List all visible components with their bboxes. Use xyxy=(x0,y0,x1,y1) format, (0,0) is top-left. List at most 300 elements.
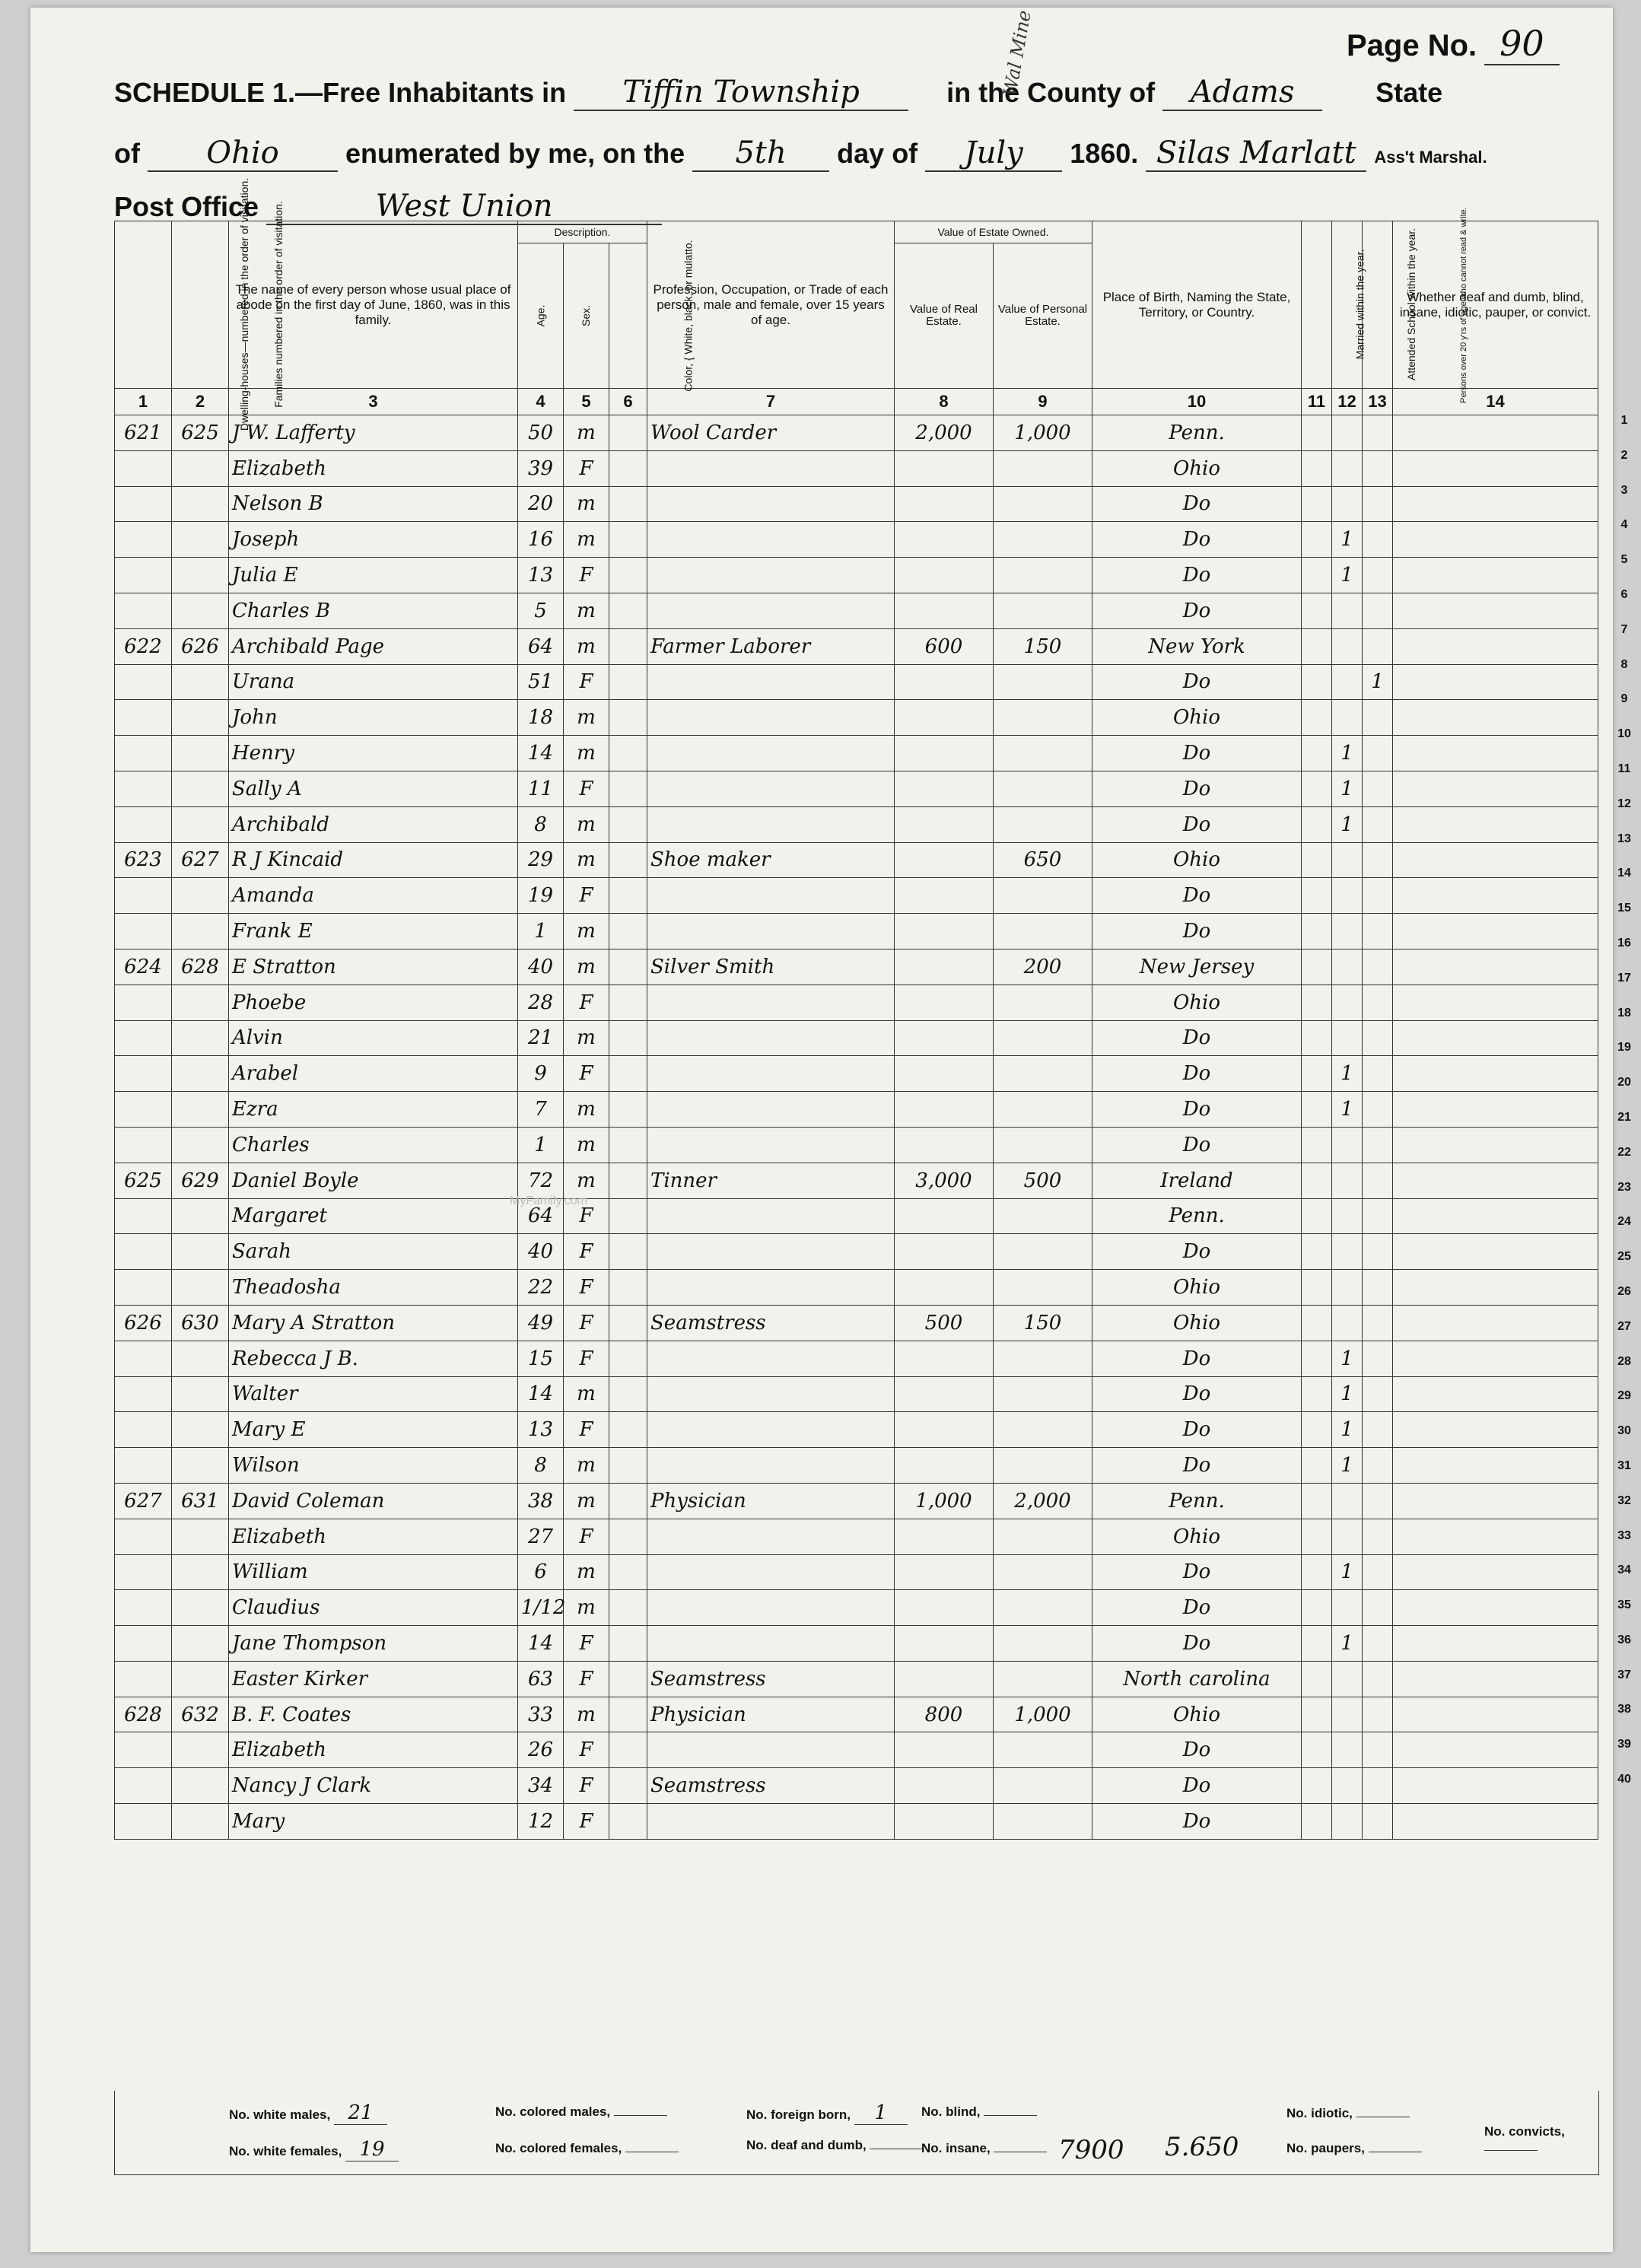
cell-mar xyxy=(1302,450,1332,486)
cell-illit xyxy=(1363,984,1393,1020)
cell-pers xyxy=(994,1519,1092,1554)
cell-fam xyxy=(172,1661,229,1697)
right-line-number: 26 xyxy=(1617,1284,1631,1298)
cell-name: Amanda xyxy=(229,878,518,914)
census-row xyxy=(115,1626,1598,1662)
cell-sch xyxy=(1332,1661,1363,1697)
cell-birth: Do xyxy=(1092,1376,1302,1412)
cell-name: William xyxy=(229,1554,518,1590)
cell-birth: Do xyxy=(1092,1341,1302,1376)
cell-real xyxy=(895,1732,994,1768)
cell-fam xyxy=(172,558,229,593)
cell-name: Rebecca J B. xyxy=(229,1341,518,1376)
cell-sch xyxy=(1332,1483,1363,1519)
cell-occ xyxy=(647,1341,895,1376)
cell-mar xyxy=(1302,1305,1332,1341)
cell-name: Mary xyxy=(229,1804,518,1840)
cell-color xyxy=(609,486,647,522)
cell-real xyxy=(895,558,994,593)
cell-mar xyxy=(1302,878,1332,914)
cell-cond xyxy=(1393,1661,1598,1697)
cell-sex: m xyxy=(564,949,609,984)
cell-occ: Silver Smith xyxy=(647,949,895,984)
cell-fam xyxy=(172,1590,229,1626)
cell-sch xyxy=(1332,664,1363,700)
margin-note: Wal Mine xyxy=(999,8,1035,98)
cell-illit xyxy=(1363,1804,1393,1840)
cell-age: 1/12 xyxy=(518,1590,564,1626)
total-white-males: No. white males, 21 xyxy=(229,2101,387,2125)
cell-fam: 626 xyxy=(172,628,229,664)
cell-occ xyxy=(647,1234,895,1270)
cell-illit xyxy=(1363,736,1393,771)
cell-birth: Do xyxy=(1092,664,1302,700)
census-row xyxy=(115,1661,1598,1697)
cell-real xyxy=(895,1554,994,1590)
cell-occ xyxy=(647,1270,895,1306)
cell-mar xyxy=(1302,1341,1332,1376)
cell-occ xyxy=(647,1519,895,1554)
cell-birth: Do xyxy=(1092,522,1302,558)
cell-cond xyxy=(1393,1270,1598,1306)
right-line-number: 10 xyxy=(1617,727,1631,741)
cell-real xyxy=(895,1056,994,1092)
cell-age: 14 xyxy=(518,1376,564,1412)
cell-cond xyxy=(1393,949,1598,984)
cell-illit xyxy=(1363,558,1393,593)
cell-dw xyxy=(115,1234,172,1270)
right-line-number: 16 xyxy=(1617,936,1631,950)
census-row xyxy=(115,628,1598,664)
cell-birth: Penn. xyxy=(1092,415,1302,451)
cell-birth: Do xyxy=(1092,1590,1302,1626)
cell-real xyxy=(895,1519,994,1554)
cell-cond xyxy=(1393,1020,1598,1056)
cell-cond xyxy=(1393,1804,1598,1840)
cell-color xyxy=(609,1163,647,1198)
col-header-condition: Whether deaf and dumb, blind, insane, idiotic, pauper, or convict. xyxy=(1393,221,1598,389)
cell-name: Joseph xyxy=(229,522,518,558)
cell-mar xyxy=(1302,1768,1332,1804)
cell-sch xyxy=(1332,1305,1363,1341)
cell-color xyxy=(609,1519,647,1554)
cell-name: Sarah xyxy=(229,1234,518,1270)
cell-pers: 500 xyxy=(994,1163,1092,1198)
col-header-occupation: Profession, Occupation, or Trade of each person, male and female, over 15 years of age. xyxy=(647,221,895,389)
col-header-description: Description. xyxy=(518,221,647,243)
cell-pers xyxy=(994,700,1092,736)
cell-name: Theadosha xyxy=(229,1270,518,1306)
cell-pers xyxy=(994,1127,1092,1163)
cell-color xyxy=(609,949,647,984)
cell-dw xyxy=(115,1020,172,1056)
cell-birth: Do xyxy=(1092,486,1302,522)
cell-age: 64 xyxy=(518,628,564,664)
cell-mar xyxy=(1302,415,1332,451)
cell-sex: m xyxy=(564,1590,609,1626)
right-line-number: 40 xyxy=(1617,1773,1631,1786)
cell-age: 63 xyxy=(518,1661,564,1697)
right-margin-numbers xyxy=(1609,403,1639,1797)
total-convicts: No. convicts, xyxy=(1484,2124,1598,2155)
total-blind: No. blind, xyxy=(921,2104,1037,2120)
cell-mar xyxy=(1302,700,1332,736)
cell-age: 5 xyxy=(518,593,564,628)
cell-pers xyxy=(994,1234,1092,1270)
cell-sch xyxy=(1332,1519,1363,1554)
cell-birth: Ohio xyxy=(1092,1697,1302,1732)
cell-mar xyxy=(1302,1092,1332,1128)
total-colored-males: No. colored males, xyxy=(495,2104,667,2120)
census-row xyxy=(115,736,1598,771)
cell-name: B. F. Coates xyxy=(229,1697,518,1732)
cell-age: 18 xyxy=(518,700,564,736)
cell-sex: F xyxy=(564,771,609,806)
cell-birth: Ireland xyxy=(1092,1163,1302,1198)
cell-real: 600 xyxy=(895,628,994,664)
cell-fam xyxy=(172,1341,229,1376)
cell-fam xyxy=(172,450,229,486)
cell-sch: 1 xyxy=(1332,1056,1363,1092)
cell-color xyxy=(609,1341,647,1376)
cell-sex: m xyxy=(564,486,609,522)
cell-occ xyxy=(647,486,895,522)
cell-cond xyxy=(1393,1768,1598,1804)
right-line-number: 12 xyxy=(1617,797,1631,810)
cell-birth: Ohio xyxy=(1092,1270,1302,1306)
col-header-sex: Sex. xyxy=(564,243,609,389)
cell-age: 21 xyxy=(518,1020,564,1056)
right-line-number: 32 xyxy=(1617,1493,1631,1507)
cell-occ xyxy=(647,558,895,593)
right-line-number: 29 xyxy=(1617,1389,1631,1403)
cell-occ: Seamstress xyxy=(647,1768,895,1804)
cell-color xyxy=(609,664,647,700)
cell-name: Urana xyxy=(229,664,518,700)
cell-fam xyxy=(172,1768,229,1804)
cell-sex: F xyxy=(564,1768,609,1804)
cell-dw: 626 xyxy=(115,1305,172,1341)
census-row xyxy=(115,1020,1598,1056)
cell-fam: 632 xyxy=(172,1697,229,1732)
cell-fam xyxy=(172,1626,229,1662)
right-line-number: 21 xyxy=(1617,1110,1631,1124)
cell-illit xyxy=(1363,1554,1393,1590)
cell-dw xyxy=(115,736,172,771)
cell-sch: 1 xyxy=(1332,558,1363,593)
cell-real xyxy=(895,1376,994,1412)
cell-dw xyxy=(115,984,172,1020)
cell-color xyxy=(609,1020,647,1056)
cell-cond xyxy=(1393,1341,1598,1376)
cell-pers xyxy=(994,664,1092,700)
census-row xyxy=(115,486,1598,522)
right-line-number: 13 xyxy=(1617,832,1631,845)
cell-color xyxy=(609,522,647,558)
cell-sch xyxy=(1332,878,1363,914)
cell-pers xyxy=(994,1590,1092,1626)
cell-real xyxy=(895,984,994,1020)
cell-sch xyxy=(1332,914,1363,950)
cell-fam xyxy=(172,522,229,558)
cell-fam: 625 xyxy=(172,415,229,451)
cell-name: Charles xyxy=(229,1127,518,1163)
cell-dw xyxy=(115,1412,172,1448)
cell-fam xyxy=(172,1376,229,1412)
cell-illit xyxy=(1363,1020,1393,1056)
cell-occ xyxy=(647,1376,895,1412)
cell-cond xyxy=(1393,1198,1598,1234)
cell-sch: 1 xyxy=(1332,736,1363,771)
cell-illit xyxy=(1363,628,1393,664)
cell-real xyxy=(895,1341,994,1376)
cell-sex: F xyxy=(564,1804,609,1840)
cell-illit xyxy=(1363,1590,1393,1626)
census-row xyxy=(115,1804,1598,1840)
cell-age: 8 xyxy=(518,806,564,842)
cell-sex: F xyxy=(564,450,609,486)
cell-birth: Ohio xyxy=(1092,984,1302,1020)
cell-cond xyxy=(1393,1127,1598,1163)
cell-pers xyxy=(994,1804,1092,1840)
cell-color xyxy=(609,771,647,806)
cell-mar xyxy=(1302,771,1332,806)
cell-mar xyxy=(1302,486,1332,522)
right-line-number: 23 xyxy=(1617,1180,1631,1194)
right-line-number: 3 xyxy=(1620,483,1628,497)
cell-sex: m xyxy=(564,736,609,771)
cell-real xyxy=(895,593,994,628)
cell-name: Charles B xyxy=(229,593,518,628)
cell-mar xyxy=(1302,1590,1332,1626)
cell-fam: 628 xyxy=(172,949,229,984)
cell-mar xyxy=(1302,806,1332,842)
cell-birth: Ohio xyxy=(1092,700,1302,736)
right-line-number: 15 xyxy=(1617,902,1631,915)
cell-real xyxy=(895,736,994,771)
cell-sex: F xyxy=(564,1270,609,1306)
cell-age: 49 xyxy=(518,1305,564,1341)
cell-sex: m xyxy=(564,1376,609,1412)
total-white-females: No. white females, 19 xyxy=(229,2138,399,2161)
cell-color xyxy=(609,1483,647,1519)
cell-color xyxy=(609,1697,647,1732)
cell-real xyxy=(895,700,994,736)
cell-pers xyxy=(994,736,1092,771)
cell-sex: F xyxy=(564,1056,609,1092)
cell-dw xyxy=(115,806,172,842)
cell-name: Margaret xyxy=(229,1198,518,1234)
census-row xyxy=(115,1198,1598,1234)
cell-dw xyxy=(115,1127,172,1163)
right-line-number: 37 xyxy=(1617,1668,1631,1681)
cell-name: John xyxy=(229,700,518,736)
cell-birth: Do xyxy=(1092,1804,1302,1840)
cell-occ xyxy=(647,1804,895,1840)
cell-fam xyxy=(172,771,229,806)
cell-birth: Do xyxy=(1092,593,1302,628)
cell-birth: North carolina xyxy=(1092,1661,1302,1697)
cell-cond xyxy=(1393,450,1598,486)
cell-birth: Penn. xyxy=(1092,1483,1302,1519)
cell-name: J W. Lafferty xyxy=(229,415,518,451)
cell-color xyxy=(609,1732,647,1768)
cell-pers xyxy=(994,771,1092,806)
cell-real: 800 xyxy=(895,1697,994,1732)
cell-age: 33 xyxy=(518,1697,564,1732)
cell-cond xyxy=(1393,593,1598,628)
cell-cond xyxy=(1393,1626,1598,1662)
cell-sex: F xyxy=(564,1234,609,1270)
cell-age: 1 xyxy=(518,1127,564,1163)
cell-mar xyxy=(1302,558,1332,593)
cell-mar xyxy=(1302,628,1332,664)
cell-color xyxy=(609,1804,647,1840)
cell-name: Daniel Boyle xyxy=(229,1163,518,1198)
cell-pers xyxy=(994,1554,1092,1590)
cell-pers xyxy=(994,450,1092,486)
cell-color xyxy=(609,736,647,771)
cell-birth: Do xyxy=(1092,914,1302,950)
cell-real xyxy=(895,1590,994,1626)
total-personal-estate: 5.650 xyxy=(1165,2132,1239,2162)
cell-color xyxy=(609,1127,647,1163)
cell-sex: F xyxy=(564,1732,609,1768)
right-line-number: 18 xyxy=(1617,1006,1631,1019)
cell-sch xyxy=(1332,1198,1363,1234)
cell-dw: 622 xyxy=(115,628,172,664)
cell-pers: 2,000 xyxy=(994,1483,1092,1519)
cell-cond xyxy=(1393,1376,1598,1412)
cell-name: Nelson B xyxy=(229,486,518,522)
census-row xyxy=(115,1127,1598,1163)
census-row xyxy=(115,1163,1598,1198)
cell-sex: F xyxy=(564,878,609,914)
cell-fam xyxy=(172,593,229,628)
cell-real xyxy=(895,1412,994,1448)
cell-fam xyxy=(172,1519,229,1554)
cell-name: Jane Thompson xyxy=(229,1626,518,1662)
cell-name: Wilson xyxy=(229,1448,518,1484)
cell-sex: m xyxy=(564,1483,609,1519)
cell-dw xyxy=(115,1626,172,1662)
cell-fam xyxy=(172,806,229,842)
cell-occ xyxy=(647,1092,895,1128)
cell-sch xyxy=(1332,842,1363,878)
census-row xyxy=(115,522,1598,558)
cell-birth: Ohio xyxy=(1092,1519,1302,1554)
cell-mar xyxy=(1302,1163,1332,1198)
cell-pers xyxy=(994,1020,1092,1056)
cell-sex: m xyxy=(564,1554,609,1590)
cell-illit xyxy=(1363,1270,1393,1306)
col-header-personal-estate: Value of Personal Estate. xyxy=(994,243,1092,389)
cell-pers xyxy=(994,1412,1092,1448)
col-header-dwelling: Dwelling-houses—numbered in the order of visitation. xyxy=(115,221,172,389)
cell-name: Archibald xyxy=(229,806,518,842)
cell-occ xyxy=(647,1056,895,1092)
col-header-birthplace: Place of Birth, Naming the State, Territory, or Country. xyxy=(1092,221,1302,389)
total-idiotic: No. idiotic, xyxy=(1210,2106,1410,2121)
cell-age: 51 xyxy=(518,664,564,700)
cell-sch xyxy=(1332,628,1363,664)
cell-color xyxy=(609,1554,647,1590)
census-row xyxy=(115,1448,1598,1484)
cell-dw xyxy=(115,700,172,736)
cell-name: Phoebe xyxy=(229,984,518,1020)
cell-birth: Penn. xyxy=(1092,1198,1302,1234)
census-row xyxy=(115,1768,1598,1804)
cell-pers xyxy=(994,1732,1092,1768)
cell-real xyxy=(895,1661,994,1697)
cell-age: 72 xyxy=(518,1163,564,1198)
census-row xyxy=(115,878,1598,914)
cell-cond xyxy=(1393,1554,1598,1590)
cell-fam: 631 xyxy=(172,1483,229,1519)
total-real-estate: 7900 xyxy=(1058,2135,1124,2165)
cell-fam xyxy=(172,1020,229,1056)
cell-sch xyxy=(1332,486,1363,522)
cell-sex: m xyxy=(564,628,609,664)
cell-age: 7 xyxy=(518,1092,564,1128)
cell-cond xyxy=(1393,1697,1598,1732)
cell-age: 20 xyxy=(518,486,564,522)
cell-pers xyxy=(994,1448,1092,1484)
cell-sex: F xyxy=(564,984,609,1020)
cell-illit xyxy=(1363,1234,1393,1270)
right-line-number: 24 xyxy=(1617,1215,1631,1229)
cell-mar xyxy=(1302,1554,1332,1590)
census-row xyxy=(115,593,1598,628)
right-line-number: 7 xyxy=(1620,622,1628,636)
cell-cond xyxy=(1393,1412,1598,1448)
cell-real xyxy=(895,1270,994,1306)
cell-cond xyxy=(1393,1056,1598,1092)
cell-illit xyxy=(1363,914,1393,950)
cell-birth: Do xyxy=(1092,1056,1302,1092)
cell-illit xyxy=(1363,949,1393,984)
cell-real xyxy=(895,806,994,842)
cell-cond xyxy=(1393,878,1598,914)
cell-fam xyxy=(172,664,229,700)
cell-illit xyxy=(1363,1092,1393,1128)
cell-illit xyxy=(1363,1056,1393,1092)
cell-mar xyxy=(1302,1234,1332,1270)
cell-occ xyxy=(647,984,895,1020)
cell-age: 15 xyxy=(518,1341,564,1376)
cell-real: 500 xyxy=(895,1305,994,1341)
col-header-estate: Value of Estate Owned. xyxy=(895,221,1092,243)
cell-color xyxy=(609,1198,647,1234)
cell-pers xyxy=(994,1341,1092,1376)
cell-illit xyxy=(1363,593,1393,628)
cell-color xyxy=(609,1270,647,1306)
cell-name: Alvin xyxy=(229,1020,518,1056)
cell-sex: F xyxy=(564,1412,609,1448)
cell-illit xyxy=(1363,1127,1393,1163)
right-line-number: 5 xyxy=(1620,553,1628,567)
cell-illit xyxy=(1363,1412,1393,1448)
cell-name: David Coleman xyxy=(229,1483,518,1519)
cell-birth: Do xyxy=(1092,878,1302,914)
cell-age: 11 xyxy=(518,771,564,806)
cell-fam: 630 xyxy=(172,1305,229,1341)
cell-dw xyxy=(115,1448,172,1484)
cell-age: 1 xyxy=(518,914,564,950)
cell-fam xyxy=(172,878,229,914)
cell-illit xyxy=(1363,1198,1393,1234)
cell-occ xyxy=(647,914,895,950)
